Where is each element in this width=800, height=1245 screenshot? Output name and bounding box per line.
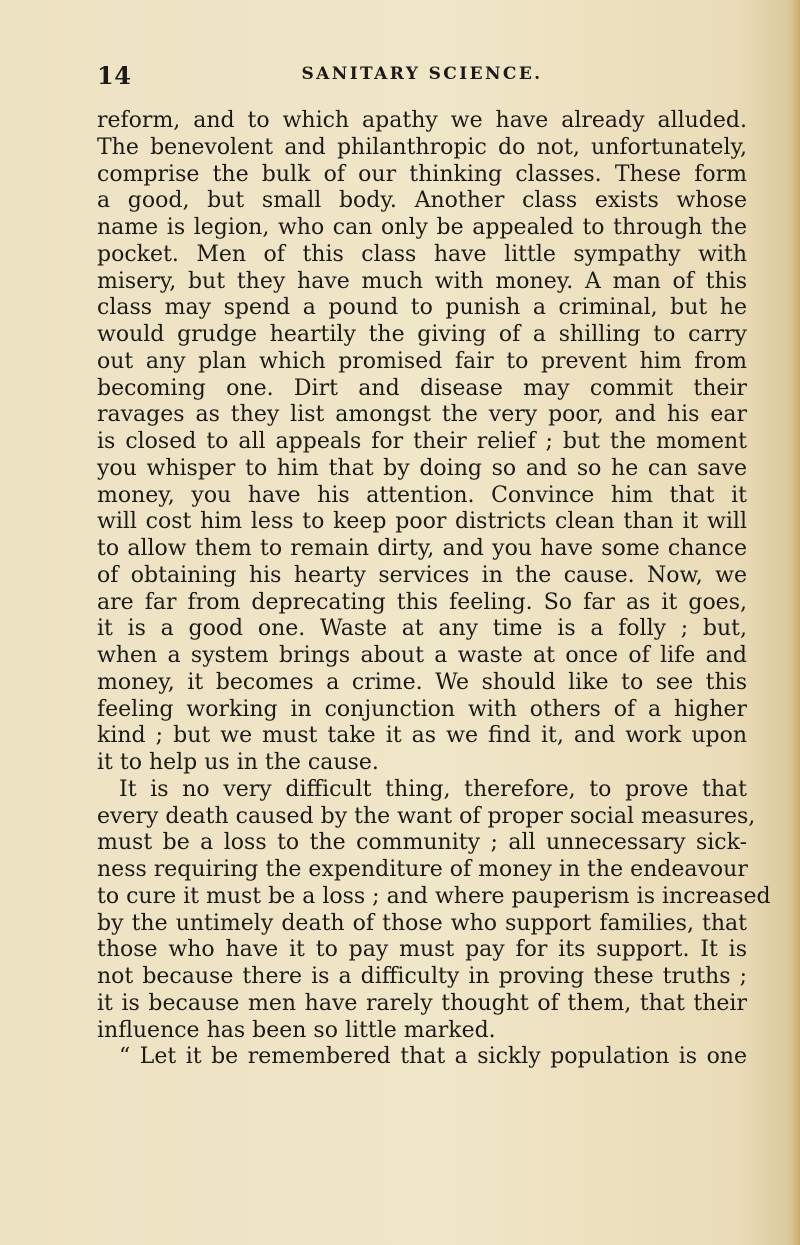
text-line: reform, and to which apathy we have already alluded. xyxy=(97,108,747,133)
text-line: by the untimely death of those who support families, that xyxy=(97,910,747,936)
page-number: 14 xyxy=(97,61,132,90)
text-line: ness requiring the expenditure of money in the endeavour xyxy=(97,857,748,882)
text-line: money, it becomes a crime. We should like to see this xyxy=(97,669,747,695)
paragraph-start-line: It is no very difficult thing, therefore, to prove that xyxy=(119,776,747,802)
text-line: out any plan which promised fair to prevent him from xyxy=(97,348,747,374)
text-line: every death caused by the want of proper social measures, xyxy=(97,803,756,829)
text-line: of obtaining his hearty services in the cause. Now, we xyxy=(97,562,747,588)
text-line: must be a loss to the community ; all unnecessary sick- xyxy=(97,830,747,856)
text-line: not because there is a difficulty in proving these truths ; xyxy=(97,964,747,989)
text-line: when a system brings about a waste at once of life and xyxy=(97,643,747,668)
text-line: money, you have his attention. Convince him that it xyxy=(97,482,747,508)
text-line: misery, but they have much with money. A man of this xyxy=(97,268,747,294)
text-line: to allow them to remain dirty, and you have some chance xyxy=(97,536,747,561)
text-line: it is a good one. Waste at any time is a folly ; but, xyxy=(97,616,747,642)
text-line: will cost him less to keep poor districts clean than it will xyxy=(97,509,747,535)
text-line: to cure it must be a loss ; and where pauperism is increased xyxy=(97,883,771,909)
text-line: class may spend a pound to punish a criminal, but he xyxy=(97,295,747,321)
text-line: pocket. Men of this class have little sympathy with xyxy=(97,241,747,267)
text-line: it is because men have rarely thought of them, that their xyxy=(97,990,747,1016)
text-line: feeling working in conjunction with others of a higher xyxy=(97,696,747,722)
running-head xyxy=(97,55,747,95)
text-line: a good, but small body. Another class exists whose xyxy=(97,188,747,214)
text-line: The benevolent and philanthropic do not, unfortunately, xyxy=(97,134,747,160)
text-line: name is legion, who can only be appealed to through the xyxy=(97,215,747,240)
page-edge-shadow xyxy=(786,0,800,1245)
text-line: you whisper to him that by doing so and so he can save xyxy=(97,455,747,481)
text-line: becoming one. Dirt and disease may commit their xyxy=(97,375,747,401)
paragraph-start-line: “ Let it be remembered that a sickly population is one xyxy=(119,1044,747,1070)
text-line: kind ; but we must take it as we find it, and work upon xyxy=(97,723,747,749)
paragraph-end-line: influence has been so little marked. xyxy=(97,1017,496,1043)
text-line: comprise the bulk of our thinking classes. These form xyxy=(97,161,747,187)
running-title: SANITARY SCIENCE. xyxy=(301,64,543,84)
text-line: would grudge heartily the giving of a shilling to carry xyxy=(97,322,747,347)
body-text xyxy=(97,108,771,1071)
text-line: is closed to all appeals for their relief ; but the moment xyxy=(97,429,747,454)
text-line: those who have it to pay must pay for its support. It is xyxy=(97,937,747,963)
paragraph-end-line: it to help us in the cause. xyxy=(97,750,379,775)
text-line: ravages as they list amongst the very poor, and his ear xyxy=(97,402,747,428)
text-line: are far from deprecating this feeling. So far as it goes, xyxy=(97,589,747,615)
